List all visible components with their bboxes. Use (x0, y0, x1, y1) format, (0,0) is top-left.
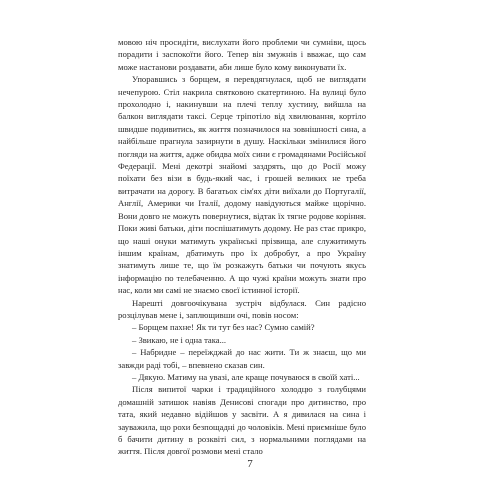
paragraph: Нарешті довгоочікувана зустріч відбулася. Син радісно розцілував мене і, заплющивши очі, повів носом: (118, 297, 366, 320)
dialogue-line: – Набридне – переїжджай до нас жити. Ти ж знаєш, що ми завжди раді тобі, – впевнено сказав син. (118, 347, 366, 370)
page-body-text (118, 36, 366, 458)
paragraph: мовою ніч просидіти, вислухати його проблеми чи сумніви, щось порадити і заспокоїти його. Тепер він змужнів і вважає, що сам може настанови роздавати, аби лише було кому виконувати їх. (118, 37, 366, 72)
dialogue-line: – Борщем пахне! Як ти тут без нас? Сумно самій? (132, 322, 315, 333)
paragraph: Упоравшись з борщем, я перевдягнулася, щоб не виглядати нечепурою. Стіл накрила святковою скатертиною. На вулиці було прохолодно і, накинувши на плечі теплу хустину, вийшла на балкон виглядати таксі. Серце тріпотіло від хвилювання, кортіло швидше подивитись, як життя позначилося на зовнішності сина, а найбільше прагнула зазирнути в душу. Наскільки змінилися його погляди на життя, адже обидва моїх сини є громадянами Російської Федерації. Мені декотрі знайомі заздрять, що до Росії можу поїхати без візи в будь-який час, і грошей великих не треба витрачати на дорогу. В багатьох сім'ях діти виїхали до Португалії, Англії, Америки чи Італії, додому навідуються майже щорічно. Вони довго не можуть повернутися, відтак їх тягне родове коріння. Поки живі батьки, діти поспішатимуть додому. Не раз стає прикро, що наші онуки матимуть українські прізвища, але служитимуть іншим країнам, дбатимуть про їх добробут, а про Україну знатимуть лише те, що їм розкажуть батьки чи почують якусь інформацію по телебаченню. А що чужі країни можуть знати про нас, коли ми самі не знаємо своєї істинної історії. (118, 74, 366, 296)
dialogue-line: – Дякую. Матиму на увазі, але краще почуваюся в своїй хаті... (132, 371, 360, 382)
paragraph: Після випитої чарки і традиційного холодцю з голубцями домашній затишок навіяв Денисові спогади про дитинство, про тата, який недавно відійшов у засвіти. А я дивилася на сина і зауважила, що рохи безпощадні до чоловіків. Мені приємніше було б бачити дитину в розквіті сил, з нормальними поглядами на життя. Після довгої розмови мені стало (118, 384, 366, 457)
dialogue-line: – Звикаю, не і одна така... (132, 334, 227, 345)
page-number: 7 (247, 458, 253, 470)
